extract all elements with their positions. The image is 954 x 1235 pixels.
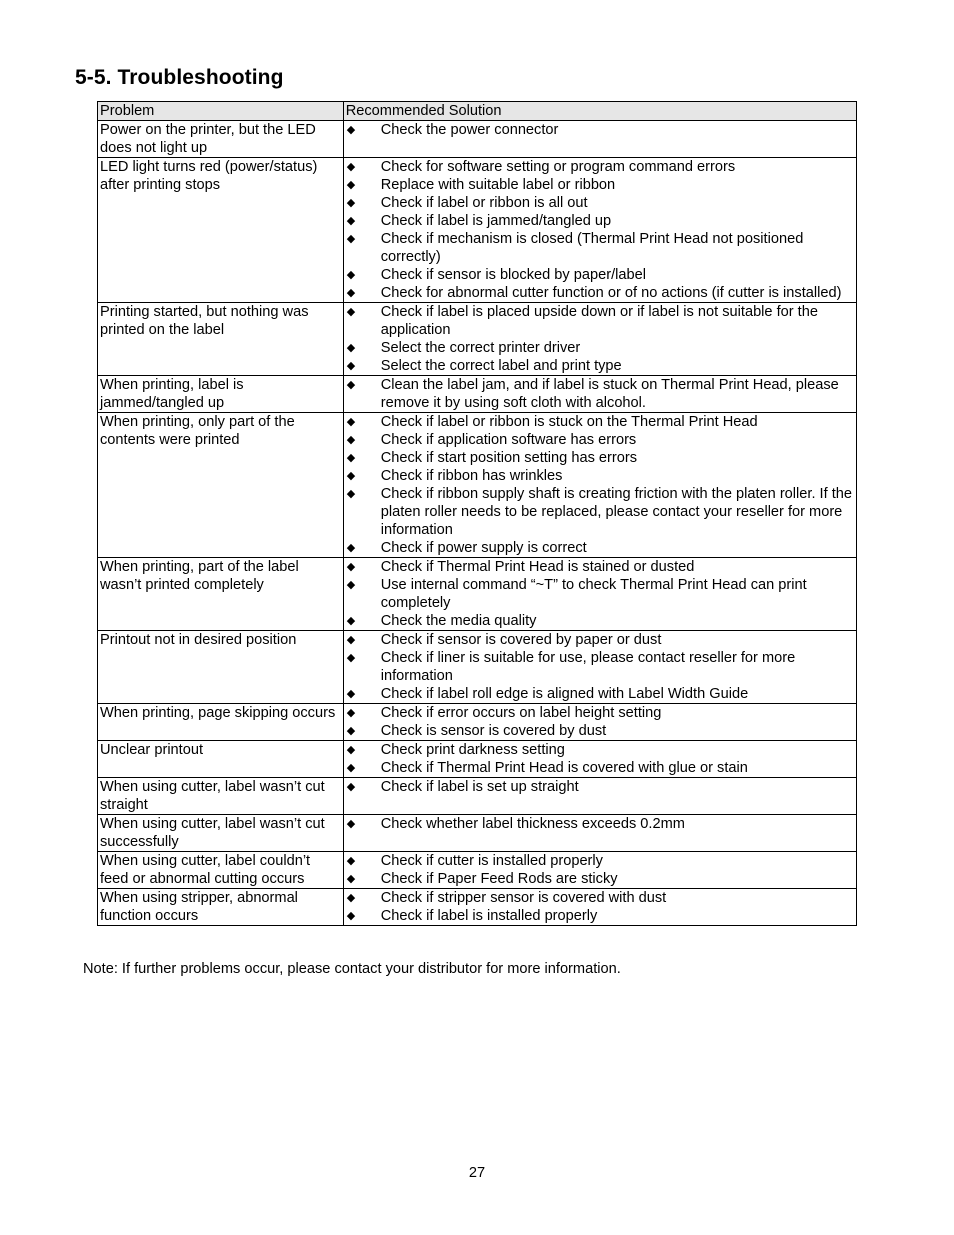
diamond-bullet-icon: ◆: [346, 179, 356, 191]
problem-cell: When printing, part of the label wasn’t printed completely: [98, 558, 344, 631]
solution-item: [346, 176, 854, 194]
solution-text: Check if label roll edge is aligned with Label Width Guide: [380, 686, 749, 702]
solution-text: Check if ribbon has wrinkles: [380, 468, 563, 484]
solution-text: Check whether label thickness exceeds 0.2mm: [380, 816, 685, 832]
solution-cell: [343, 704, 856, 741]
solution-list: [346, 778, 854, 796]
diamond-bullet-icon: ◆: [346, 873, 356, 885]
table-row: [98, 704, 857, 741]
diamond-bullet-icon: ◆: [346, 306, 356, 318]
problem-cell: When using cutter, label wasn’t cut straight: [98, 778, 344, 815]
solution-text: Check if label or ribbon is stuck on the Thermal Print Head: [380, 414, 758, 430]
solution-item: [346, 576, 854, 612]
diamond-bullet-icon: ◆: [346, 615, 356, 627]
diamond-bullet-icon: ◆: [346, 287, 356, 299]
table-row: [98, 889, 857, 926]
solution-text: Check if label is placed upside down or if label is not suitable for the application: [380, 304, 818, 338]
problem-cell: When using cutter, label couldn’t feed or abnormal cutting occurs: [98, 852, 344, 889]
solution-list: [346, 376, 854, 412]
solution-item: [346, 303, 854, 339]
diamond-bullet-icon: ◆: [346, 379, 356, 391]
diamond-bullet-icon: ◆: [346, 910, 356, 922]
diamond-bullet-icon: ◆: [346, 542, 356, 554]
solution-item: [346, 722, 854, 740]
table-row: [98, 558, 857, 631]
solution-item: [346, 266, 854, 284]
diamond-bullet-icon: ◆: [346, 725, 356, 737]
table-row: [98, 852, 857, 889]
table-row: [98, 631, 857, 704]
solution-text: Check if label is installed properly: [380, 908, 598, 924]
solution-item: [346, 907, 854, 925]
solution-cell: [343, 778, 856, 815]
solution-text: Check if start position setting has errors: [380, 450, 638, 466]
solution-cell: [343, 303, 856, 376]
solution-item: [346, 778, 854, 796]
solution-item: [346, 121, 854, 139]
problem-cell: LED light turns red (power/status) after printing stops: [98, 158, 344, 303]
diamond-bullet-icon: ◆: [346, 416, 356, 428]
diamond-bullet-icon: ◆: [346, 233, 356, 245]
solution-item: [346, 631, 854, 649]
solution-item: [346, 339, 854, 357]
header-problem: Problem: [98, 102, 344, 121]
solution-text: Check for abnormal cutter function or of no actions (if cutter is installed): [380, 285, 842, 301]
footnote: Note: If further problems occur, please contact your distributor for more information.: [83, 961, 621, 977]
diamond-bullet-icon: ◆: [346, 488, 356, 500]
problem-cell: Power on the printer, but the LED does not light up: [98, 121, 344, 158]
diamond-bullet-icon: ◆: [346, 634, 356, 646]
solution-cell: [343, 158, 856, 303]
solution-text: Check is sensor is covered by dust: [380, 723, 607, 739]
solution-cell: [343, 889, 856, 926]
solution-cell: [343, 815, 856, 852]
problem-cell: Unclear printout: [98, 741, 344, 778]
diamond-bullet-icon: ◆: [346, 342, 356, 354]
troubleshooting-table: [97, 101, 857, 926]
solution-text: Check if sensor is blocked by paper/label: [380, 267, 646, 283]
problem-cell: When printing, page skipping occurs: [98, 704, 344, 741]
solution-item: [346, 284, 854, 302]
solution-item: [346, 815, 854, 833]
solution-item: [346, 612, 854, 630]
solution-text: Check for software setting or program command errors: [380, 159, 736, 175]
solution-cell: [343, 631, 856, 704]
solution-item: [346, 413, 854, 431]
solution-text: Select the correct label and print type: [380, 358, 622, 374]
table-row: [98, 741, 857, 778]
diamond-bullet-icon: ◆: [346, 470, 356, 482]
solution-cell: [343, 558, 856, 631]
solution-list: [346, 741, 854, 777]
problem-cell: Printout not in desired position: [98, 631, 344, 704]
problem-cell: When using stripper, abnormal function occurs: [98, 889, 344, 926]
solution-text: Check if application software has errors: [380, 432, 637, 448]
diamond-bullet-icon: ◆: [346, 161, 356, 173]
solution-item: [346, 558, 854, 576]
diamond-bullet-icon: ◆: [346, 781, 356, 793]
solution-item: [346, 704, 854, 722]
solution-list: [346, 815, 854, 833]
table-row: [98, 158, 857, 303]
solution-text: Check if label is set up straight: [380, 779, 579, 795]
solution-text: Check if sensor is covered by paper or dust: [380, 632, 662, 648]
diamond-bullet-icon: ◆: [346, 215, 356, 227]
diamond-bullet-icon: ◆: [346, 855, 356, 867]
diamond-bullet-icon: ◆: [346, 561, 356, 573]
solution-text: Check if label or ribbon is all out: [380, 195, 588, 211]
solution-cell: [343, 413, 856, 558]
diamond-bullet-icon: ◆: [346, 707, 356, 719]
solution-text: Check if error occurs on label height setting: [380, 705, 662, 721]
solution-text: Check if Paper Feed Rods are sticky: [380, 871, 618, 887]
solution-text: Check if Thermal Print Head is covered with glue or stain: [380, 760, 748, 776]
page-number: 27: [468, 1165, 486, 1181]
problem-cell: When printing, only part of the contents were printed: [98, 413, 344, 558]
solution-cell: [343, 376, 856, 413]
diamond-bullet-icon: ◆: [346, 652, 356, 664]
solution-item: [346, 431, 854, 449]
solution-cell: [343, 852, 856, 889]
problem-cell: Printing started, but nothing was printed on the label: [98, 303, 344, 376]
solution-text: Check if label is jammed/tangled up: [380, 213, 612, 229]
diamond-bullet-icon: ◆: [346, 269, 356, 281]
solution-list: [346, 558, 854, 630]
diamond-bullet-icon: ◆: [346, 744, 356, 756]
solution-text: Select the correct printer driver: [380, 340, 581, 356]
solution-text: Check if mechanism is closed (Thermal Print Head not positioned correctly): [380, 231, 804, 265]
solution-item: [346, 852, 854, 870]
solution-text: Check if ribbon supply shaft is creating friction with the platen roller. If the platen roller needs to be replaced, please contact your reseller for more information: [380, 486, 853, 538]
table-row: [98, 303, 857, 376]
solution-item: [346, 230, 854, 266]
diamond-bullet-icon: ◆: [346, 762, 356, 774]
table-row: [98, 376, 857, 413]
solution-item: [346, 649, 854, 685]
table-row: [98, 815, 857, 852]
solution-list: [346, 303, 854, 375]
table-body: [98, 121, 857, 926]
solution-list: [346, 852, 854, 888]
solution-text: Check if liner is suitable for use, please contact reseller for more information: [380, 650, 796, 684]
diamond-bullet-icon: ◆: [346, 360, 356, 372]
diamond-bullet-icon: ◆: [346, 124, 356, 136]
solution-item: [346, 741, 854, 759]
solution-text: Check if power supply is correct: [380, 540, 587, 556]
solution-item: [346, 212, 854, 230]
page-title: 5-5. Troubleshooting: [75, 66, 284, 89]
solution-item: [346, 485, 854, 539]
solution-text: Check the power connector: [380, 122, 559, 138]
diamond-bullet-icon: ◆: [346, 452, 356, 464]
solution-cell: [343, 741, 856, 778]
diamond-bullet-icon: ◆: [346, 688, 356, 700]
solution-cell: [343, 121, 856, 158]
solution-item: [346, 870, 854, 888]
solution-item: [346, 759, 854, 777]
solution-item: [346, 889, 854, 907]
diamond-bullet-icon: ◆: [346, 434, 356, 446]
problem-cell: When printing, label is jammed/tangled up: [98, 376, 344, 413]
solution-item: [346, 685, 854, 703]
table-row: [98, 413, 857, 558]
solution-list: [346, 704, 854, 740]
solution-text: Check print darkness setting: [380, 742, 565, 758]
diamond-bullet-icon: ◆: [346, 197, 356, 209]
table-row: [98, 778, 857, 815]
problem-cell: When using cutter, label wasn’t cut successfully: [98, 815, 344, 852]
diamond-bullet-icon: ◆: [346, 818, 356, 830]
solution-list: [346, 889, 854, 925]
solution-text: Clean the label jam, and if label is stuck on Thermal Print Head, please remove it by using soft cloth with alcohol.: [380, 377, 839, 411]
solution-item: [346, 376, 854, 412]
solution-list: [346, 413, 854, 557]
header-recommended-solution: Recommended Solution: [343, 102, 856, 121]
solution-item: [346, 357, 854, 375]
solution-text: Check the media quality: [380, 613, 537, 629]
solution-text: Check if stripper sensor is covered with dust: [380, 890, 667, 906]
diamond-bullet-icon: ◆: [346, 579, 356, 591]
solution-text: Check if Thermal Print Head is stained or dusted: [380, 559, 695, 575]
solution-list: [346, 158, 854, 302]
solution-list: [346, 631, 854, 703]
solution-item: [346, 539, 854, 557]
solution-item: [346, 194, 854, 212]
table-header-row: [98, 102, 857, 121]
solution-text: Use internal command “~T” to check Thermal Print Head can print completely: [380, 577, 807, 611]
solution-item: [346, 158, 854, 176]
table-row: [98, 121, 857, 158]
solution-text: Check if cutter is installed properly: [380, 853, 603, 869]
diamond-bullet-icon: ◆: [346, 892, 356, 904]
solution-item: [346, 467, 854, 485]
solution-item: [346, 449, 854, 467]
solution-text: Replace with suitable label or ribbon: [380, 177, 616, 193]
solution-list: [346, 121, 854, 139]
